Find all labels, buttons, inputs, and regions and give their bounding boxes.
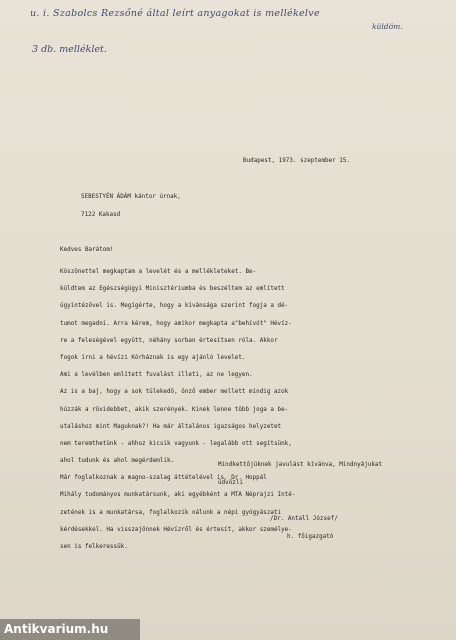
body-line: sen is felkeressük.: [60, 544, 128, 550]
greeting: üdvözli: [218, 480, 243, 486]
body-line: Mihály tudományos munkatársunk, aki egyébként a MTA Néprajzi Inté-: [60, 492, 296, 499]
body-line: zetének is a munkatársa, foglalkozik nálunk a népi gyógyászati: [60, 509, 282, 516]
letter-body: [60, 264, 295, 556]
handwritten-attachment-note: 3 db. melléklet.: [32, 44, 107, 55]
body-line: Az is a baj, hogy a sok tülekedő, önző ember mellett mindig azok: [60, 389, 289, 396]
body-line: tumot megadni. Arra kérem, hogy amikor megkapta a"behívót" Hévíz-: [60, 320, 292, 327]
body-line: ügyintézővel is. Megígérte, hogy a kívánsága szerint fogja a dé-: [60, 303, 289, 310]
recipient-address: 7122 Kakasd: [81, 212, 121, 218]
body-line: utaláshoz mint Maguknak?! Ha már általános igazságos helyzetet: [60, 423, 282, 430]
recipient-name: SEBESTYÉN ÁDÁM kántor úrnak,: [81, 194, 181, 200]
closing-line: Mindkettőjüknek javulást kívánva, Mindnyájukat: [218, 462, 383, 468]
body-line: kérdésekkel. Ha visszajönnek Hévízről és értesít, akkor személye-: [60, 526, 292, 533]
watermark: Antikvarium.hu: [0, 619, 140, 640]
letter-date: Budapest, 1973. szeptember 15.: [243, 158, 350, 164]
body-line: Ami a levélben említett fuvalást illeti, az ne legyen.: [60, 372, 253, 379]
body-line: fogok írni a hévízi Kórháznak is egy ajánló levelet.: [60, 354, 246, 361]
salutation: Kedves Barátom!: [60, 247, 114, 253]
body-line: húzzák a rövidebbet, akik szerények. Kinek lenne több joga a be-: [60, 406, 289, 413]
body-line: ahol tudunk és ahol megérdemlik.: [60, 458, 175, 465]
body-line: Már foglalkoznak a magno-szalag áttételével is. Dr. Hoppál: [60, 475, 267, 482]
body-line: Köszönettel megkaptam a levelét és a mellékleteket. Be-: [60, 269, 257, 275]
signature-title: h. főigazgató: [287, 534, 334, 540]
body-line: re a feleségével együtt, néhány sorban értesítsen róla. Akkor: [60, 337, 278, 344]
body-line: nem teremthetünk - ahhoz kicsik vagyunk - legalább ott segítsünk,: [60, 440, 292, 447]
handwritten-note-continuation: küldöm.: [372, 22, 403, 31]
handwritten-note: u. i. Szabolcs Rezsőné által leírt anyagokat is mellékelve: [30, 8, 320, 19]
signature-name: /Dr. Antall József/: [270, 516, 338, 522]
body-line: küldtem az Egészségügyi Minisztériumba és beszéltem az említett: [60, 286, 285, 293]
